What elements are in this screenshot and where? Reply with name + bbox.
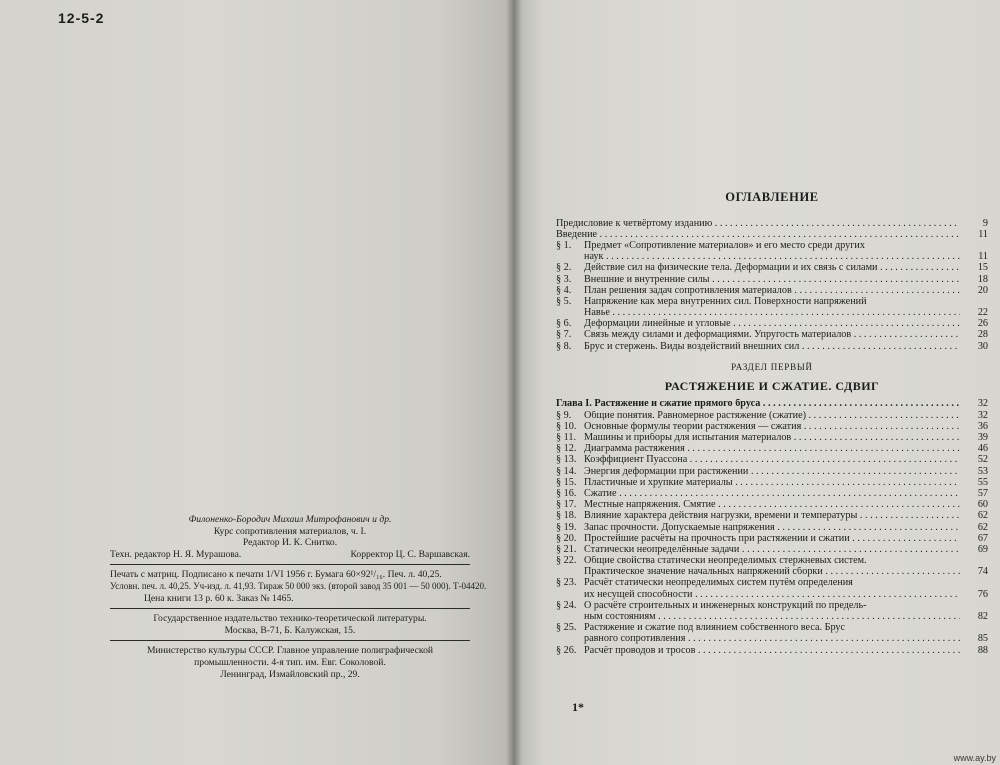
toc-entry-number: § 15. <box>556 476 577 488</box>
toc-entry-title: Общие понятия. Равномерное растяжение (сжатие) . . . <box>584 411 960 422</box>
toc-entry-title: Действие сил на физические тела. Деформации и их связь с силами . . . <box>584 263 960 274</box>
toc-entry <box>556 411 988 422</box>
toc-entry-number: § 5. <box>556 295 572 307</box>
toc-front-list <box>556 219 988 241</box>
toc-entry-title: Растяжение и сжатие под влиянием собственного веса. Брус <box>584 623 846 634</box>
imprint-printer-line: Ленинград, Измайловский пр., 29. <box>220 668 360 680</box>
imprint-tech-editor: Техн. редактор Н. Я. Мурашова. <box>110 548 242 560</box>
imprint-print-line: Условн. печ. л. 40,25. Уч-изд. л. 41,93. Тираж 50 000 экз. (второй завод 35 001 — 50 000). Т-04420. <box>110 580 487 591</box>
toc-entry-title: Машины и приборы для испытания материалов . . . <box>584 433 960 444</box>
toc-entry-line <box>556 275 988 286</box>
toc-chapter-list <box>556 411 988 657</box>
table-of-contents <box>556 192 988 657</box>
toc-entry-number: § 26. <box>556 644 577 656</box>
toc-entry-title: Местные напряжения. Смятие . . . <box>584 500 960 511</box>
toc-entry-number: § 7. <box>556 329 572 341</box>
toc-entry <box>556 297 988 319</box>
toc-entry-line <box>556 297 988 308</box>
book-gutter <box>506 0 522 765</box>
toc-entry-page: 52 <box>977 454 988 466</box>
toc-entry <box>556 330 988 341</box>
toc-entry-page: 57 <box>977 487 988 499</box>
toc-entry-line <box>556 489 988 500</box>
toc-entry-title-cont: их несущей способности . . . <box>584 590 960 601</box>
toc-entry-number: § 2. <box>556 262 572 274</box>
toc-entry-title: Коэффициент Пуассона . . . <box>584 455 960 466</box>
imprint-print-line: Печать с матриц. Подписано к печати 1/VI 1956 г. Бумага 60×92¹/₁₆. Печ. л. 40,25. <box>110 569 442 581</box>
toc-entry-line <box>556 444 988 455</box>
toc-entry-page: 39 <box>977 432 988 443</box>
toc-entry-title: План решения задач сопротивления материалов . . . <box>584 286 960 297</box>
toc-entry <box>556 342 988 353</box>
toc-entry-page: 46 <box>977 443 988 455</box>
imprint-editor: Редактор И. К. Снитко. <box>242 537 338 549</box>
toc-entry-line <box>556 534 988 545</box>
toc-entry <box>556 556 988 578</box>
toc-entry-title: Предмет «Сопротивление материалов» и его место среди других <box>584 240 865 251</box>
toc-entry-line <box>556 433 988 444</box>
toc-entry-title-cont: равного сопротивления . . . <box>584 634 960 645</box>
toc-entry <box>556 422 988 433</box>
imprint-divider <box>110 564 470 565</box>
toc-entry-line <box>556 545 988 556</box>
toc-entry <box>556 263 988 274</box>
toc-entry-page: 88 <box>977 644 988 656</box>
toc-entry-page: 22 <box>977 307 988 319</box>
toc-entry-line <box>556 634 988 645</box>
toc-entry-page: 67 <box>977 532 988 544</box>
toc-entry-number: § 6. <box>556 318 572 330</box>
toc-entry-title: Расчёт статически неопределимых систем путём определения <box>584 578 853 589</box>
toc-entry-title: Расчёт проводов и тросов . . . <box>584 646 960 657</box>
toc-entry-number: § 13. <box>556 454 577 466</box>
toc-entry-line <box>556 467 988 478</box>
toc-entry-number: § 11. <box>556 432 576 443</box>
toc-entry-title: Энергия деформации при растяжении . . . <box>584 467 960 478</box>
toc-entry-title-cont: наук . . . <box>584 252 960 263</box>
imprint-author: Филоненко-Бородич Михаил Митрофанович и др. <box>188 514 392 525</box>
toc-entry-line <box>556 623 988 634</box>
toc-entry-number: § 12. <box>556 443 577 455</box>
toc-entry <box>556 646 988 657</box>
imprint-printer-line: Министерство культуры СССР. Главное управление полиграфической <box>146 645 434 657</box>
watermark: www.ay.by <box>953 753 996 763</box>
toc-entry-page: 28 <box>977 329 988 341</box>
toc-entry-title: Запас прочности. Допускаемые напряжения . . . <box>584 523 960 534</box>
toc-entry-line <box>556 411 988 422</box>
toc-entry-title: Основные формулы теории растяжения — сжатия . . . <box>584 422 960 433</box>
toc-entry-line <box>556 612 988 623</box>
toc-entry <box>556 467 988 478</box>
toc-entry-line <box>556 308 988 319</box>
toc-entry-page: 69 <box>977 543 988 555</box>
toc-entry-title: Введение . . . <box>556 230 960 241</box>
toc-entry-page: 76 <box>977 588 988 600</box>
toc-entry-page: 26 <box>977 318 988 330</box>
imprint-publisher-line: Москва, В-71, Б. Калужская, 15. <box>224 624 356 636</box>
toc-front-entry <box>556 230 988 241</box>
toc-entry-number: § 23. <box>556 577 577 589</box>
toc-entry-title: Напряжение как мера внутренних сил. Поверхности напряжений <box>584 296 867 307</box>
imprint-course: Курс сопротивления материалов, ч. I. <box>213 525 367 537</box>
toc-entry-page: 60 <box>977 499 988 511</box>
chapter-heading <box>556 399 988 410</box>
section-label: РАЗДЕЛ ПЕРВЫЙ <box>731 362 813 373</box>
toc-entry-title: Статически неопределённые задачи . . . <box>584 545 960 556</box>
imprint-divider <box>110 640 470 641</box>
toc-entry-line <box>556 567 988 578</box>
toc-entry-page: 30 <box>977 340 988 352</box>
toc-entry-line <box>556 455 988 466</box>
toc-entry-line <box>556 478 988 489</box>
toc-entry-number: § 14. <box>556 465 577 477</box>
toc-entry-page: 32 <box>977 409 988 421</box>
toc-entry-page: 20 <box>977 284 988 296</box>
toc-entry <box>556 545 988 556</box>
toc-entry-title: Диаграмма растяжения . . . <box>584 444 960 455</box>
toc-entry-title: Деформации линейные и угловые . . . <box>584 319 960 330</box>
toc-entry-title: О расчёте строительных и инженерных конструкций по предель- <box>584 600 867 611</box>
imprint-staff-row <box>110 549 470 561</box>
toc-entry-line <box>556 241 988 252</box>
toc-entry-line <box>556 342 988 353</box>
toc-entry-number: § 19. <box>556 521 577 533</box>
toc-entry-line <box>556 319 988 330</box>
imprint-corrector: Корректор Ц. С. Варшавская. <box>350 548 470 560</box>
toc-entry-line <box>556 286 988 297</box>
toc-entry-title: Влияние характера действия нагрузки, времени и температуры . . . <box>584 511 960 522</box>
toc-entry-title: Простейшие расчёты на прочность при растяжении и сжатии . . . <box>584 534 960 545</box>
imprint-divider <box>110 608 470 609</box>
imprint-print-line: Цена книги 13 р. 60 к. Заказ № 1465. <box>144 592 294 604</box>
toc-entry-line <box>556 511 988 522</box>
toc-entry <box>556 241 988 263</box>
toc-entry-line <box>556 422 988 433</box>
toc-entry-line <box>556 601 988 612</box>
toc-entry <box>556 511 988 522</box>
toc-entry <box>556 534 988 545</box>
toc-entry <box>556 319 988 330</box>
section-title: РАСТЯЖЕНИЕ И СЖАТИЕ. СДВИГ <box>664 378 880 393</box>
toc-entry-number: § 1. <box>556 239 572 251</box>
toc-entry-page: 74 <box>977 566 988 578</box>
toc-entry-number: § 24. <box>556 599 577 611</box>
imprint-printer-line: промышленности. 4-я тип. им. Евг. Соколовой. <box>194 656 386 668</box>
toc-entry-title: Пластичные и хрупкие материалы . . . <box>584 478 960 489</box>
toc-entry-page: 85 <box>977 633 988 645</box>
toc-entry-number: § 22. <box>556 555 577 567</box>
toc-entry <box>556 578 988 600</box>
toc-entry-page: 62 <box>977 521 988 533</box>
toc-entry <box>556 455 988 466</box>
toc-entry-number: § 21. <box>556 543 577 555</box>
toc-entry <box>556 500 988 511</box>
toc-entry-page: 53 <box>977 465 988 477</box>
toc-entry-page: 82 <box>977 611 988 622</box>
imprint-publisher-line: Государственное издательство технико-теоретической литературы. <box>153 613 427 625</box>
toc-entry-page: 11 <box>978 228 988 240</box>
book-code: 12-5-2 <box>58 10 105 26</box>
toc-entry-number: § 18. <box>556 510 577 522</box>
toc-entry-number: § 20. <box>556 532 577 544</box>
toc-entry-page: 9 <box>982 217 988 229</box>
toc-entry-number: § 9. <box>556 409 572 421</box>
chapter-page: 32 <box>977 398 988 410</box>
toc-entry-number: § 3. <box>556 273 572 285</box>
toc-entry-line <box>556 500 988 511</box>
toc-entry-line <box>556 252 988 263</box>
toc-title: ОГЛАВЛЕНИЕ <box>725 190 819 204</box>
toc-entry-title-cont: Навье . . . <box>584 308 960 319</box>
toc-intro-list <box>556 241 988 352</box>
toc-entry <box>556 286 988 297</box>
right-page <box>514 0 1000 765</box>
toc-entry <box>556 523 988 534</box>
toc-entry-line <box>556 523 988 534</box>
toc-entry-line <box>556 330 988 341</box>
toc-entry-title: Сжатие . . . <box>584 489 960 500</box>
toc-entry-title: Предисловие к четвёртому изданию . . . <box>556 219 960 230</box>
toc-entry <box>556 489 988 500</box>
toc-entry-line <box>556 263 988 274</box>
toc-entry <box>556 623 988 645</box>
toc-entry-page: 36 <box>977 420 988 432</box>
toc-entry-title: Связь между силами и деформациями. Упругость материалов . . . <box>584 330 960 341</box>
toc-entry-number: § 25. <box>556 622 577 634</box>
toc-entry-title-cont: Практическое значение начальных напряжений сборки . . . <box>584 567 960 578</box>
toc-entry-page: 15 <box>977 262 988 274</box>
signature-mark: 1* <box>572 700 584 714</box>
imprint-block <box>110 514 487 680</box>
chapter-title: Глава I. Растяжение и сжатие прямого бруса . . . <box>556 399 960 410</box>
toc-entry-number: § 17. <box>556 499 577 511</box>
toc-entry <box>556 478 988 489</box>
toc-entry-number: § 16. <box>556 487 577 499</box>
toc-entry-number: § 4. <box>556 284 572 296</box>
toc-entry-page: 11 <box>978 251 988 263</box>
toc-entry <box>556 275 988 286</box>
toc-front-entry <box>556 219 988 230</box>
toc-entry-number: § 8. <box>556 340 572 352</box>
toc-entry-page: 18 <box>977 273 988 285</box>
toc-entry-page: 62 <box>977 510 988 522</box>
toc-entry-title-cont: ным состояниям . . . <box>584 612 960 623</box>
toc-entry <box>556 444 988 455</box>
toc-entry-page: 55 <box>977 476 988 488</box>
toc-entry-line <box>556 556 988 567</box>
toc-entry-line <box>556 646 988 657</box>
toc-entry-line <box>556 590 988 601</box>
toc-entry-number: § 10. <box>556 420 577 432</box>
toc-entry-title: Брус и стержень. Виды воздействий внешних сил . . . <box>584 342 960 353</box>
toc-entry <box>556 433 988 444</box>
toc-entry <box>556 601 988 623</box>
toc-entry-title: Общие свойства статически неопределимых стержневых систем. <box>584 556 867 567</box>
toc-entry-title: Внешние и внутренние силы . . . <box>584 275 960 286</box>
toc-entry-line <box>556 578 988 589</box>
